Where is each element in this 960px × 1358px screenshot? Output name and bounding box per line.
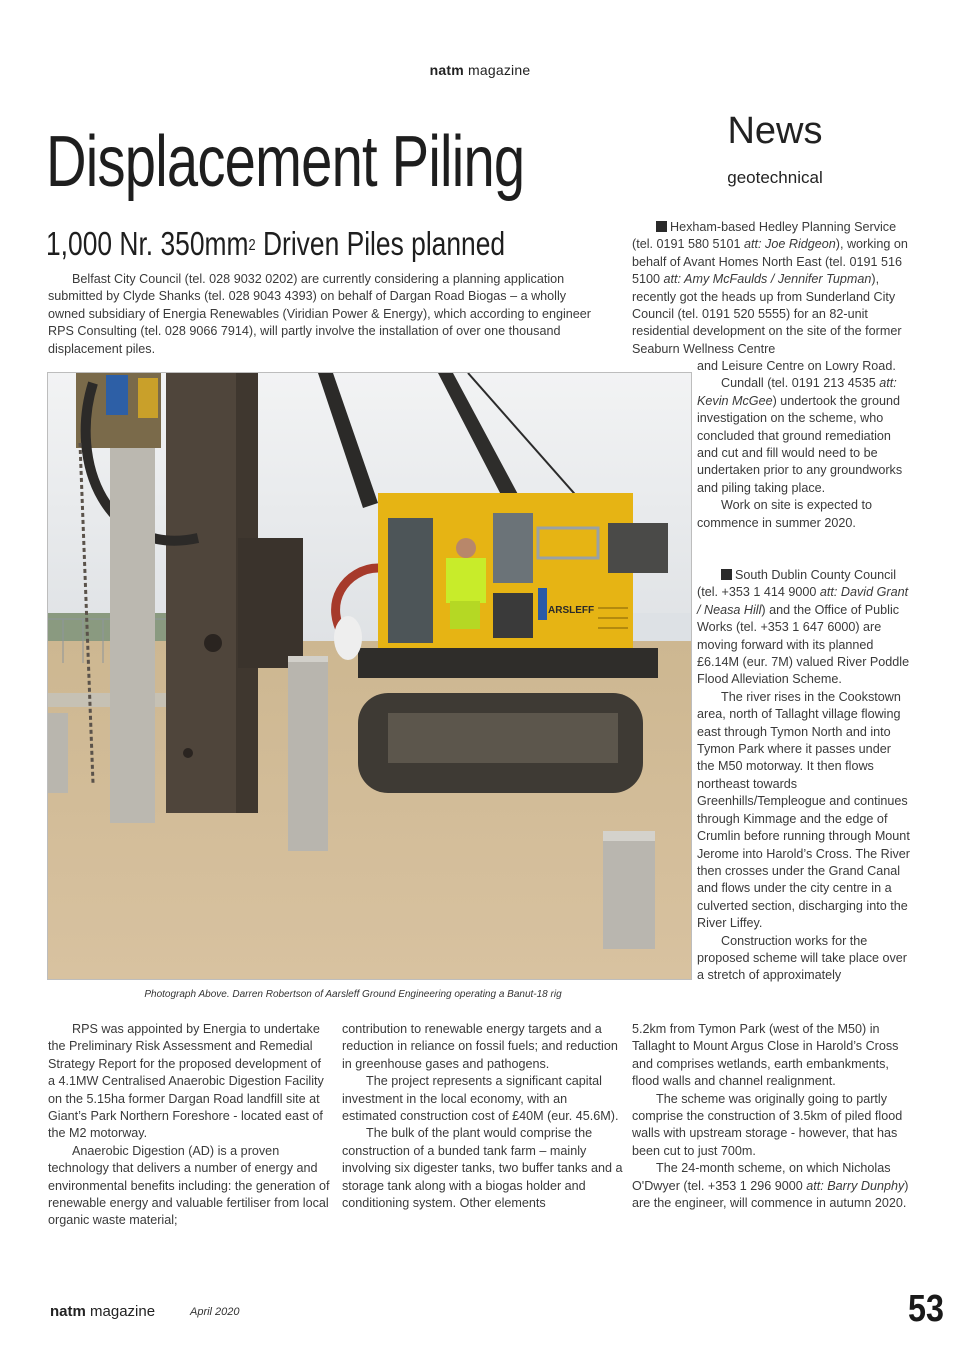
operator-head [456, 538, 476, 558]
mast-hole [183, 748, 193, 758]
contact-name: att: Joe Ridgeon [744, 237, 836, 252]
operator-jacket [446, 558, 486, 603]
article-paragraph: RPS was appointed by Energia to undertake the Preliminary Risk Assessment and Remedial Strategy Report for the proposed development of a 4.1MW Centralised Anaerobic Digestion Facility on the 5.15ha former Dargan Road landfill site at Giant’s Park Northern Foreshore - located east of the M2 motorway. [48, 1022, 324, 1141]
article-photo [47, 372, 692, 980]
news-item-hedley [632, 219, 910, 358]
cab-window-right [493, 513, 533, 583]
text-run: The 24-month scheme, on which Nicholas O'Dwyer (tel. +353 1 296 9000 [632, 1161, 891, 1193]
issue-date: April 2020 [190, 1306, 240, 1318]
machine-label: ARSLEFF [548, 605, 595, 616]
article-paragraph: The project represents a significant capital investment in the local economy, with an estimated construction cost of £40M (eur. 45.6M). [342, 1074, 619, 1124]
text-run: ), recently got the heads up from Sunderland City Council (tel. 0191 520 5555) for an 82-unit residential development on the site of the former Seaburn Wellness Centre [632, 272, 902, 356]
text-run: ) undertook the ground investigation on the scheme, who concluded that ground remediation and cut and fill would need to be undertaken prior to any groundworks and piling taking place. [697, 393, 903, 495]
brand-logo-badge [538, 588, 547, 620]
article-subtitle [46, 224, 505, 264]
short-pile-left [48, 713, 68, 793]
news-paragraph [697, 375, 911, 497]
news-paragraph-cont: and Leisure Centre on Lowry Road. [697, 359, 896, 373]
news-paragraph: Construction works for the proposed scheme will take place over a stretch of approximately [697, 933, 908, 983]
article-column-1 [48, 1021, 330, 1230]
background-building [628, 613, 691, 641]
section-title: News [727, 110, 823, 152]
text-run: South Dublin County Council (tel. +353 1 414 9000 [697, 568, 897, 600]
footer-brand-rest: magazine [85, 1303, 156, 1320]
bullet-square-icon [656, 221, 667, 232]
news-paragraph [632, 219, 910, 358]
article-intro [48, 271, 598, 358]
operator-legs [450, 601, 480, 629]
article-paragraph: contribution to renewable energy targets and a reduction in reliance on fossil fuels; and reduction in greenhouse gases and pathogens. [342, 1022, 618, 1071]
contact-name: att: David Grant / Neasa Hill [697, 585, 909, 617]
machine-deck [358, 648, 658, 678]
news-paragraph: Work on site is expected to commence in summer 2020. [697, 498, 872, 530]
text-run: ) are the engineer, will commence in autumn 2020. [632, 1178, 909, 1211]
news-item-poddle [697, 567, 911, 985]
pile-being-driven [110, 448, 155, 823]
article-paragraph: The bulk of the plant would comprise the construction of a bunded tank farm – mainly involving six digester tanks, two buffer tanks and a storage tank along with a biogas holder and conditioning system. Other elements [342, 1126, 623, 1211]
hammer-blue-band [106, 375, 128, 415]
piling-rig-photo [48, 373, 691, 979]
white-bag [334, 616, 362, 660]
hammer-yellow [138, 378, 158, 418]
running-header [0, 62, 960, 78]
news-item-poddle-cont [632, 1021, 912, 1212]
text-run: Cundall (tel. 0191 213 4535 [721, 376, 880, 391]
page-number: 53 [908, 1288, 944, 1330]
news-paragraph-cont: 5.2km from Tymon Park (west of the M50) in Tallaght to Mount Argus Close in Harold’s Cross and comprises wetlands, earth embankments, flood walls and channel realignment. [632, 1022, 899, 1089]
photo-caption: Photograph Above. Darren Robertson of Aarsleff Ground Engineering operating a Banut-18 rig [144, 989, 562, 1000]
text-run: Hexham-based Hedley Planning Service (tel. 0191 580 5101 [632, 220, 897, 252]
text-run: ), working on behalf of Avant Homes North East (tel. 0191 516 5100 [632, 237, 908, 287]
news-paragraph: The scheme was originally going to partly comprise the construction of 3.5km of piled flood walls with upstream storage - however, that has been cut to just 700m. [632, 1091, 903, 1158]
article-column-2 [342, 1021, 624, 1212]
news-paragraph [697, 567, 911, 689]
cab-door [493, 593, 533, 638]
mast-hole [204, 634, 222, 652]
mast-bracket [238, 538, 303, 668]
subtitle-superscript: 2 [248, 237, 256, 254]
footer-brand-bold: natm [50, 1303, 86, 1320]
article-title: Displacement Piling [46, 122, 525, 202]
text-run: ) and the Office of Public Works (tel. +353 1 647 6000) are moving forward with its planned £6.14M (eur. 7M) valued River Poddle Flood Alleviation Scheme. [697, 602, 910, 687]
brand-name-bold: natm [429, 62, 464, 78]
contact-name: att: Amy McFaulds / Jennifer Tupman [663, 272, 872, 287]
driven-pile-short-top [603, 831, 655, 841]
contact-name: att: Barry Dunphy [806, 1178, 905, 1193]
section-subtitle: geotechnical [727, 168, 823, 187]
crawler-frame [388, 713, 618, 763]
footer-brand [50, 1303, 155, 1320]
subtitle-post: Driven Piles planned [255, 225, 506, 262]
cab-window [388, 518, 433, 643]
bullet-square-icon [721, 569, 732, 580]
news-paragraph: The river rises in the Cookstown area, north of Tallaght village flowing east through Tymon North and into Tymon Park where it passes under the M50 motorway. It then flows northeast towards Greenhills/Templeogue and continues through Kimmage and the edge of Crumlin before running through Mount Jerome into Harold’s Cross. The River then crosses under the Grand Canal and flows under the city centre in a culverted section, discharging into the River Liffey. [697, 689, 911, 931]
news-paragraph [632, 1160, 912, 1212]
driven-pile-short [603, 831, 655, 949]
article-paragraph: Anaerobic Digestion (AD) is a proven technology that delivers a number of energy and environmental benefits including: the generation of renewable energy and valuable fertiliser from local organic waste material; [48, 1143, 330, 1228]
driven-pile [288, 656, 328, 851]
contact-name: att: Kevin McGee [697, 376, 897, 408]
brand-name-rest: magazine [463, 62, 531, 78]
piling-mast [166, 373, 236, 813]
driven-pile-top [288, 656, 328, 662]
news-item-hedley-cont [697, 358, 911, 532]
subtitle-pre: 1,000 Nr. 350mm [46, 225, 249, 262]
intro-paragraph: Belfast City Council (tel. 028 9032 0202) are currently considering a planning application submitted by Clyde Shanks (tel. 028 9043 4393) on behalf of Dargan Road Biogas – a wholly owned subsidiary of Energia Renewables (Viridian Power & Energy), which according to engineer RPS Consulting (tel. 028 9066 7914), will partly involve the installation of over one thousand displacement piles. [48, 272, 591, 356]
winch [608, 523, 668, 573]
